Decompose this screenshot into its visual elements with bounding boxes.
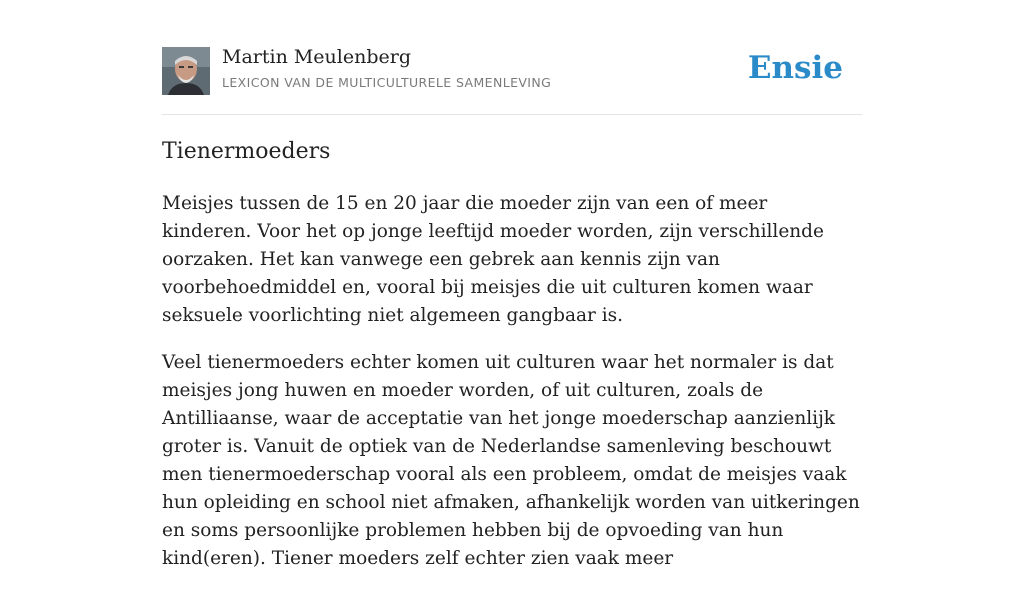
author-avatar[interactable] (162, 47, 210, 95)
article-paragraph: Meisjes tussen de 15 en 20 jaar die moeder zijn van een of meer kinderen. Voor het op jonge leeftijd moeder worden, zijn verschillende oorzaken. Het kan vanwege een gebrek aan kennis zijn van voorbehoedmiddel en, vooral bij meisjes die uit culturen komen waar seksuele voorlichting niet algemeen gangbaar is. (162, 193, 824, 326)
author-portrait-icon (162, 47, 210, 95)
author-name[interactable]: Martin Meulenberg (222, 46, 411, 68)
site-logo[interactable]: Ensie (747, 50, 843, 86)
article-header (162, 46, 862, 115)
article-paragraph: Veel tienermoeders echter komen uit culturen waar het normaler is dat meisjes jong huwen en moeder worden, of uit culturen, zoals de Antilliaanse, waar de acceptatie van het jonge moederschap aanzienlijk groter is. Vanuit de optiek van de Nederlandse samenleving beschouwt men tienermoederschap vooral als een probleem, omdat de meisjes vaak hun opleiding en school niet afmaken, afhankelijk worden van uitkeringen en soms persoonlijke problemen hebben bij de opvoeding van hun kind(eren). Tiener moeders zelf echter zien vaak meer (162, 352, 860, 569)
publication-name[interactable]: LEXICON VAN DE MULTICULTURELE SAMENLEVING (222, 75, 552, 90)
article-body (162, 136, 862, 592)
article-title: Tienermoeders (162, 139, 331, 164)
